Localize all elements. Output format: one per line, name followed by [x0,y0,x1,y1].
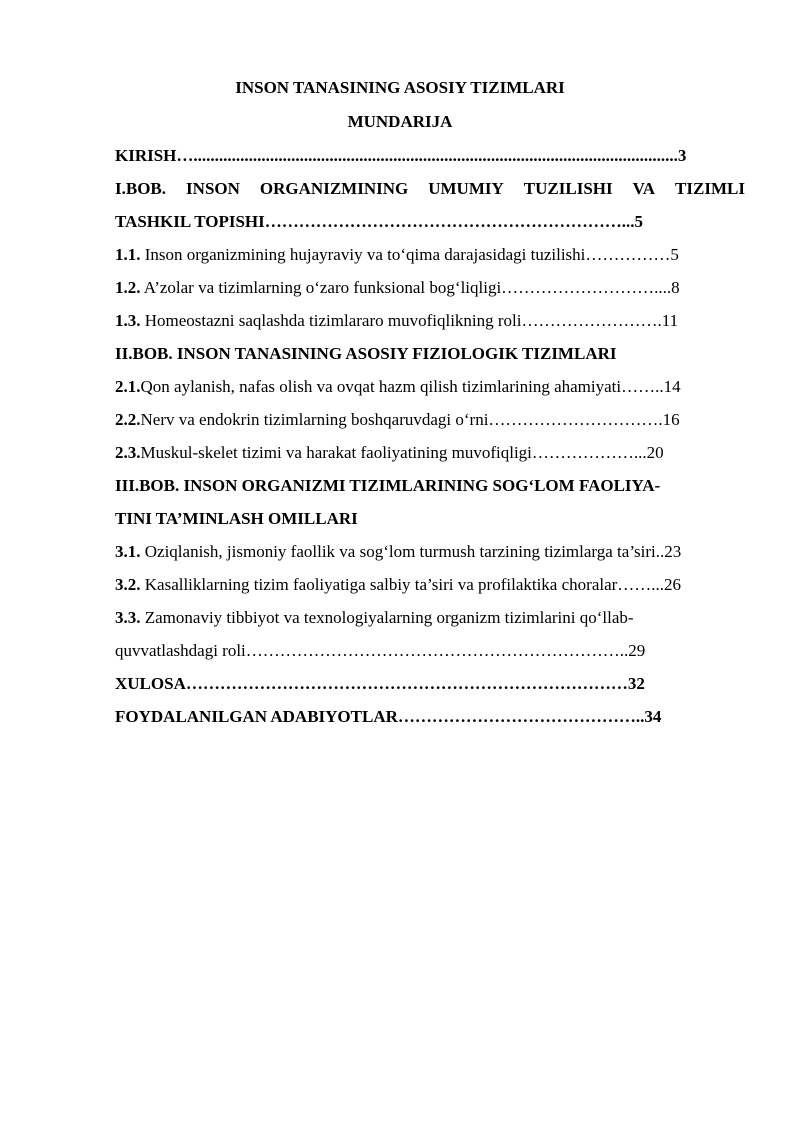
toc-entry-2-1 [115,376,745,398]
toc-entry-2-3 [115,442,745,464]
word: TUZILISHI [523,179,613,198]
section-number: 2.3. [115,443,141,462]
word: I.BOB. [115,179,167,198]
toc-entry-chapter-3-line-2: TINI TA’MINLASH OMILLARI [115,509,358,528]
section-number: 3.1. [115,542,141,561]
section-title: Muskul-skelet tizimi va harakat faoliyatining muvofiqligi………………...20 [140,443,664,462]
section-title: Homeostazni saqlashda tizimlararo muvofiqlikning roli…………………….11 [140,311,679,330]
toc-entry-kirish: KIRISH…..................................................................................................................3 [115,146,687,165]
section-title: Kasalliklarning tizim faoliyatiga salbiy ta’siri va profilaktika choralar……...26 [140,575,682,594]
section-title: Inson organizmining hujayraviy va to‘qima darajasidagi tuzilishi……………5 [140,245,679,264]
toc-entry-3-3 [115,607,745,629]
toc-entry-1-2 [115,277,745,299]
word: TIZIMLI [675,179,745,198]
toc-entry-chapter-2: II.BOB. INSON TANASINING ASOSIY FIZIOLOGIK TIZIMLARI [115,344,617,363]
toc-entry-xulosa: XULOSA……………………………………………………………………32 [115,674,645,693]
toc-entry-3-3-line-2: quvvatlashdagi roli…………………………………………………………..29 [115,641,646,660]
word: INSON [186,179,240,198]
section-number: 1.1. [115,245,141,264]
toc-entry-3-2 [115,574,745,596]
section-title: A’zolar va tizimlarning o‘zaro funksional bog‘liqligi………………………....8 [140,278,680,297]
section-number: 2.2. [115,410,141,429]
section-title: Zamonaviy tibbiyot va texnologiyalarning organizm tizimlarini qo‘llab- [140,608,634,627]
word: VA [632,179,656,198]
toc-entry-chapter-1-line-1 [115,178,745,200]
section-title: Qon aylanish, nafas olish va ovqat hazm qilish tizimlarining ahamiyati……..14 [140,377,681,396]
section-title: Oziqlanish, jismoniy faollik va sog‘lom turmush tarzining tizimlarga ta’siri..23 [140,542,682,561]
word: ORGANIZMINING [259,179,409,198]
document-title: INSON TANASINING ASOSIY TIZIMLARI [235,78,565,97]
section-number: 2.1. [115,377,141,396]
toc-heading: MUNDARIJA [347,112,453,131]
section-number: 1.2. [115,278,141,297]
section-number: 3.2. [115,575,141,594]
toc-entry-3-1 [115,541,745,563]
toc-entry-1-3 [115,310,745,332]
toc-entry-2-2 [115,409,745,431]
word: UMUMIY [428,179,504,198]
section-title: Nerv va endokrin tizimlarning boshqaruvdagi o‘rni………………………….16 [140,410,680,429]
toc-entry-chapter-3-line-1: III.BOB. INSON ORGANIZMI TIZIMLARINING SOG‘LOM FAOLIYA- [115,476,661,495]
section-number: 1.3. [115,311,141,330]
toc-entry-1-1 [115,244,745,266]
section-number: 3.3. [115,608,141,627]
toc-entry-chapter-1-line-2: TASHKIL TOPISHI………………………………………………………...5 [115,212,644,231]
toc-entry-adabiyotlar: FOYDALANILGAN ADABIYOTLAR……………………………………..34 [115,707,662,726]
